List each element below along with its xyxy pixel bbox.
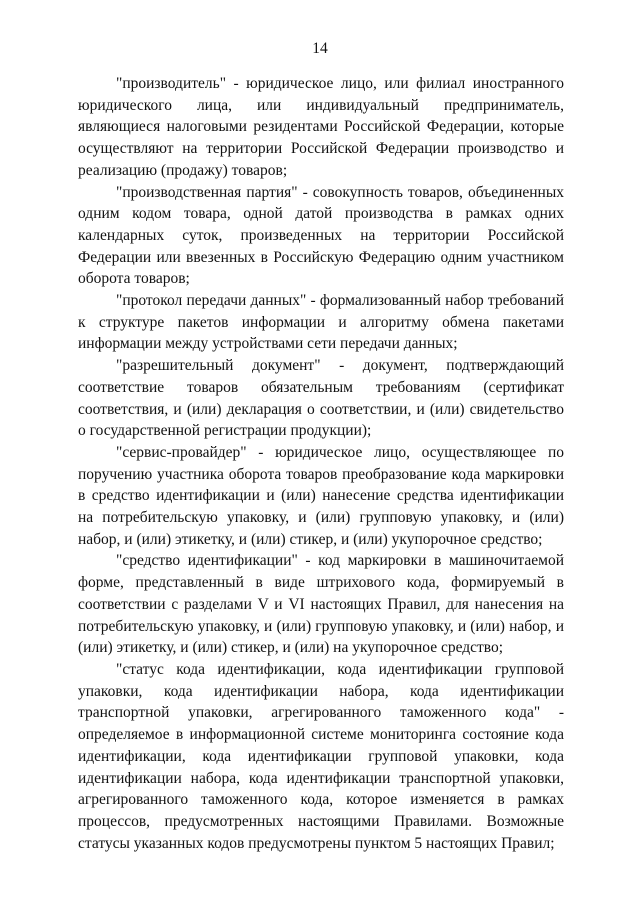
- page-number: 14: [312, 40, 328, 57]
- definition-code-status: "статус кода идентификации, кода идентификации групповой упаковки, кода идентификации набора, кода идентификации транспортной упаковки, агрегированного таможенного кода" - определяемое в информационной системе мониторинга состояние кода идентификации, кода идентификации групповой упаковки, кода идентификации набора, кода идентификации транспортной упаковки, агрегированного таможенного кода, которое изменяется в рамках процессов, предусмотренных настоящими Правилами. Возможные статусы указанных кодов предусмотрены пунктом 5 настоящих Правил;: [78, 660, 564, 852]
- definition-identification-means: "средство идентификации" - код маркировки в машиночитаемой форме, представленный в виде штрихового кода, формируемый в соответствии с разделами V и VI настоящих Правил, для нанесения на потребительскую упаковку, и (или) групповую упаковку, и (или) набор, и (или) этикетку, и (или) стикер, и (или) на укупорочное средство;: [78, 552, 564, 657]
- definition-service-provider: "сервис-провайдер" - юридическое лицо, осуществляющее по поручению участника оборота товаров преобразование кода маркировки в средство идентификации и (или) нанесение средства идентификации на потребительскую упаковку, и (или) групповую упаковку, и (или) набор, и (или) этикетку, и (или) стикер, и (или) укупорочное средство;: [78, 443, 564, 548]
- page-body: [78, 73, 564, 854]
- definition-producer: "производитель" - юридическое лицо, или филиал иностранного юридического лица, или индивидуальный предприниматель, являющиеся налоговыми резидентами Российской Федерации, которые осуществляют на территории Российской Федерации производство и реализацию (продажу) товаров;: [78, 75, 564, 179]
- definition-permit-document: "разрешительный документ" - документ, подтверждающий соответствие товаров обязательным требованиям (сертификат соответствия, и (или) декларация о соответствии, и (или) свидетельство о государственной регистрации продукции);: [78, 357, 564, 440]
- definition-data-protocol: "протокол передачи данных" - формализованный набор требований к структуре пакетов информации и алгоритму обмена пакетами информации между устройствами сети передачи данных;: [78, 292, 564, 353]
- definition-production-batch: "производственная партия" - совокупность товаров, объединенных одним кодом товара, одной датой производства в рамках одних календарных суток, произведенных на территории Российской Федерации или ввезенных в Российскую Федерацию одним участником оборота товаров;: [78, 183, 564, 288]
